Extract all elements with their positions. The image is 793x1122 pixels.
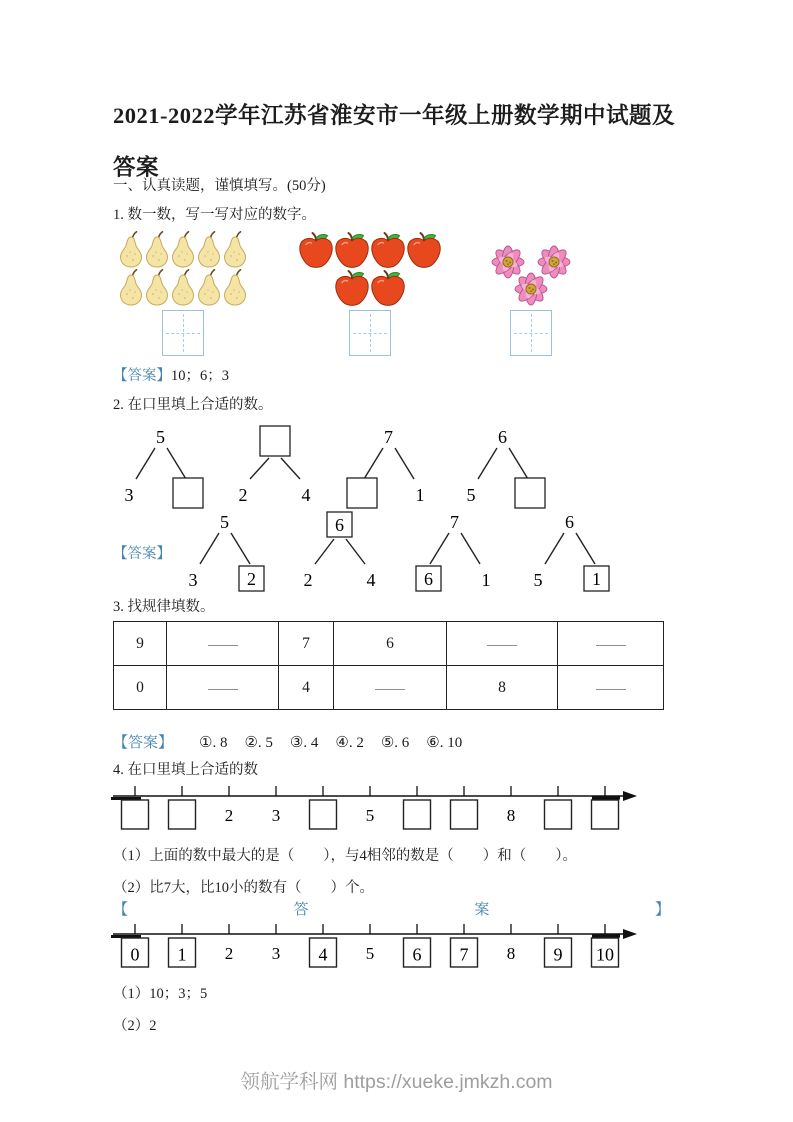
apple-icon <box>298 231 334 269</box>
question-1-label: 1. 数一数，写一写对应的数字。 <box>113 207 316 223</box>
pear-icon <box>196 231 222 269</box>
number-bonds-row <box>113 424 551 510</box>
question-4-sub2: （2）比7大，比10小的数有（ ）个。 <box>113 880 374 896</box>
svg-text:2: 2 <box>224 806 234 825</box>
question-3-label: 3. 找规律填数。 <box>113 599 215 615</box>
writing-grid-box <box>162 310 204 356</box>
flower-group <box>479 231 583 356</box>
table-cell: 7 <box>279 622 334 666</box>
table-cell <box>167 666 279 710</box>
blank-underline <box>208 642 238 646</box>
apple-icon <box>370 231 406 269</box>
apple-icon <box>370 269 406 307</box>
pear-icon <box>170 231 196 269</box>
pattern-table <box>113 621 664 710</box>
number-bond <box>455 424 551 510</box>
question-4-label: 4. 在口里填上合适的数 <box>113 762 258 778</box>
table-cell: 8 <box>447 666 558 710</box>
table-cell <box>447 622 558 666</box>
svg-text:1: 1 <box>415 485 425 505</box>
answer-1 <box>113 366 229 386</box>
svg-text:5: 5 <box>156 427 165 447</box>
svg-text:7: 7 <box>384 427 393 447</box>
number-line <box>111 782 643 844</box>
pattern-table-wrap <box>113 621 664 710</box>
fruit-stack <box>479 231 583 310</box>
table-cell: 6 <box>334 622 447 666</box>
answer-header-char: 案 <box>474 902 490 918</box>
answer-bonds <box>177 509 618 595</box>
table-cell <box>558 622 664 666</box>
svg-text:6: 6 <box>498 427 507 447</box>
svg-text:0: 0 <box>130 944 140 965</box>
number-line-question <box>111 782 643 844</box>
svg-text:2: 2 <box>224 944 234 963</box>
table-cell: 4 <box>279 666 334 710</box>
fruit-row <box>113 269 253 307</box>
number-bond <box>227 424 323 510</box>
answer-header-char: 答 <box>293 902 309 918</box>
svg-text:10: 10 <box>596 944 614 965</box>
pear-icon <box>144 231 170 269</box>
fruit-groups <box>113 231 678 356</box>
question-4-sub1: （1）上面的数中最大的是（ ），与4相邻的数是（ ）和（ ）。 <box>113 848 577 864</box>
number-bond <box>292 509 388 595</box>
answer-header-char: 】 <box>654 902 670 918</box>
answer-4-line1: （1）10；3；5 <box>113 986 208 1002</box>
table-row <box>114 666 664 710</box>
svg-text:4: 4 <box>366 570 376 590</box>
table-cell: 9 <box>114 622 167 666</box>
fruit-stack <box>295 231 445 310</box>
pear-icon <box>222 231 248 269</box>
number-line-filled <box>111 920 643 982</box>
number-line-answer <box>111 920 643 982</box>
svg-text:2: 2 <box>247 569 256 589</box>
number-bond <box>341 424 437 510</box>
svg-text:3: 3 <box>271 944 281 963</box>
svg-text:5: 5 <box>220 512 229 532</box>
answer-item: ②. 5 <box>244 735 273 751</box>
answer-item: ①. 8 <box>199 735 228 751</box>
fruit-row <box>113 231 253 269</box>
svg-text:1: 1 <box>177 944 187 965</box>
blank-underline <box>596 642 626 646</box>
answer-4-line2: （2）2 <box>113 1018 157 1034</box>
answer-header-char: 【 <box>113 902 129 918</box>
grid-dash-vertical <box>370 314 371 352</box>
writing-grid-box <box>349 310 391 356</box>
svg-text:9: 9 <box>553 944 563 965</box>
table-cell <box>558 666 664 710</box>
answer-item: ③. 4 <box>289 735 319 751</box>
answer-item: ⑤. 6 <box>380 735 410 751</box>
svg-text:1: 1 <box>481 570 491 590</box>
answer-3 <box>113 731 462 752</box>
pear-icon <box>222 269 248 307</box>
answer-header-spread <box>113 898 670 919</box>
fruit-stack <box>113 231 253 310</box>
pear-icon <box>144 269 170 307</box>
apple-group <box>295 231 445 356</box>
svg-text:2: 2 <box>238 485 248 505</box>
grid-dash-vertical <box>531 314 532 352</box>
apple-icon <box>334 269 370 307</box>
answer-item: ⑥. 10 <box>426 735 463 751</box>
svg-text:3: 3 <box>271 806 281 825</box>
answer-1-value: 10；6；3 <box>171 368 229 384</box>
pear-icon <box>170 269 196 307</box>
number-bond <box>407 509 503 595</box>
pear-group <box>113 231 253 356</box>
svg-text:6: 6 <box>335 515 344 535</box>
fruit-row <box>479 272 583 306</box>
svg-text:5: 5 <box>466 485 476 505</box>
section-header: 一、认真读题，谨慎填写。(50分) <box>113 178 326 194</box>
fruit-row <box>295 231 445 269</box>
apple-icon <box>334 231 370 269</box>
answer-bonds-row <box>113 509 618 595</box>
svg-text:8: 8 <box>506 944 516 963</box>
blank-underline <box>596 686 626 690</box>
number-bond <box>177 509 273 595</box>
number-bond <box>522 509 618 595</box>
svg-text:2: 2 <box>303 570 313 590</box>
page-footer: 领航学科网 https://xueke.jmkzh.com <box>240 1071 553 1093</box>
answer-label: 【答案】 <box>113 545 171 562</box>
svg-text:6: 6 <box>412 944 422 965</box>
svg-text:6: 6 <box>424 569 433 589</box>
number-bond <box>113 424 209 510</box>
svg-text:5: 5 <box>533 570 543 590</box>
svg-text:6: 6 <box>565 512 574 532</box>
grid-dash-vertical <box>183 314 184 352</box>
svg-text:7: 7 <box>450 512 459 532</box>
table-cell: 0 <box>114 666 167 710</box>
blank-underline <box>208 686 238 690</box>
fruit-row <box>295 269 445 307</box>
svg-text:7: 7 <box>459 944 469 965</box>
svg-text:8: 8 <box>506 806 516 825</box>
blank-underline <box>487 642 517 646</box>
flower-icon <box>508 272 554 306</box>
svg-text:3: 3 <box>188 570 198 590</box>
table-cell <box>334 666 447 710</box>
svg-text:4: 4 <box>301 485 311 505</box>
pear-icon <box>118 269 144 307</box>
answer-label: 【答案】 <box>113 368 171 384</box>
table-cell <box>167 622 279 666</box>
answer-label: 【答案】 <box>113 735 174 751</box>
question-2-label: 2. 在口里填上合适的数。 <box>113 397 273 413</box>
apple-icon <box>406 231 442 269</box>
writing-grid-box <box>510 310 552 356</box>
svg-text:5: 5 <box>365 806 375 825</box>
pear-icon <box>196 269 222 307</box>
answer-item: ④. 2 <box>335 735 364 751</box>
answer-3-items <box>199 733 462 752</box>
blank-underline <box>375 686 405 690</box>
page-title: 2021-2022学年江苏省淮安市一年级上册数学期中试题及答案 <box>113 103 675 180</box>
svg-text:4: 4 <box>318 944 328 965</box>
svg-text:3: 3 <box>124 485 134 505</box>
svg-text:5: 5 <box>365 944 375 963</box>
svg-text:1: 1 <box>592 569 601 589</box>
pear-icon <box>118 231 144 269</box>
table-row <box>114 622 664 666</box>
